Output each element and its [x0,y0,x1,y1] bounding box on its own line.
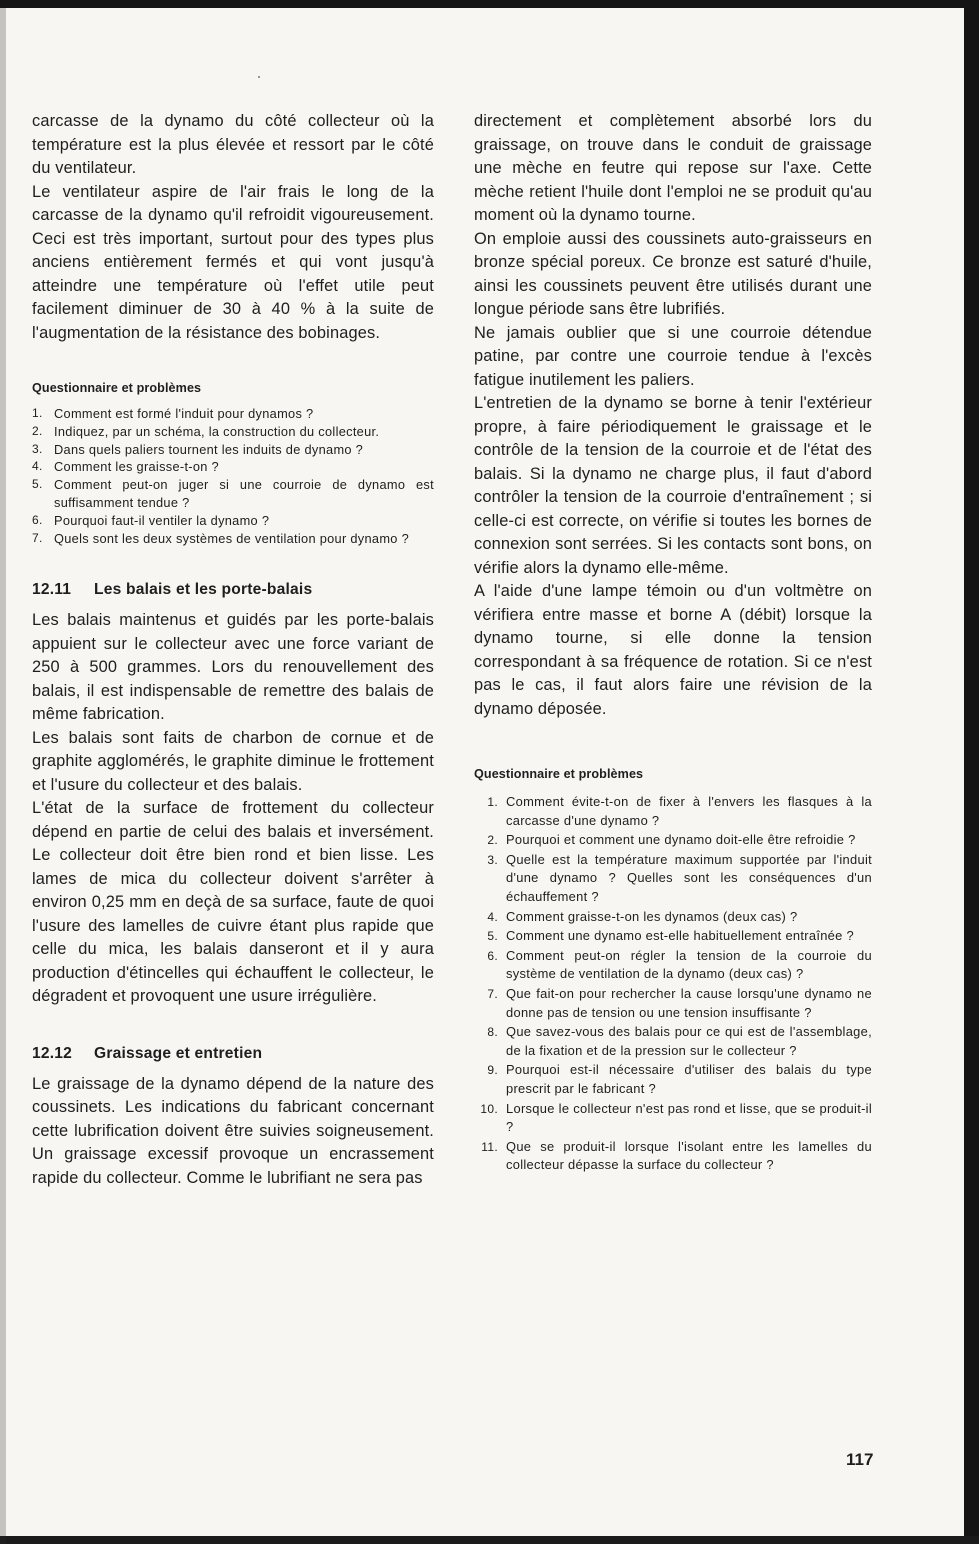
question-item [474,927,872,946]
questionnaire-heading-left: Questionnaire et problèmes [32,381,202,395]
question-item [474,947,872,984]
scan-border-right [964,0,979,1536]
left-column [32,110,434,1190]
question-number: 5. [487,929,498,944]
question-text: Que fait-on pour rechercher la cause lorsqu'une dynamo ne donne pas de tension ou une tension insuffisante ? [506,985,872,1020]
question-text: Pourquoi et comment une dynamo doit-elle être refroidie ? [506,832,856,848]
question-text: Comment peut-on régler la tension de la courroie du système de ventilation de la dynamo (deux cas) ? [506,947,872,982]
question-text: Comment évite-t-on de fixer à l'envers les flasques à la carcasse d'une dynamo ? [506,794,872,828]
question-text: Pourquoi est-il nécessaire d'utiliser des balais du type prescrit par le fabricant ? [506,1062,872,1096]
section-number: 12.11 [32,581,72,599]
question-number: 7. [32,530,43,545]
question-number: 11. [481,1139,498,1154]
right-paragraph-3: Ne jamais oublier que si une courroie détendue patine, par contre une courroie tendue à l'excès fatigue inutilement les paliers. [474,323,872,389]
question-number: 2. [32,423,43,438]
question-number: 1. [32,406,43,420]
intro-paragraph-2: Le ventilateur aspire de l'air frais le long de la carcasse de la dynamo qu'il refroidit vigoureusement. Ceci est très important, surtout pour des types plus anciens entièrement fermés et qui vont jusqu'à atteindre une température où l'effet utile peut facilement diminuer de 30 à 40 % à la suite de l'augmentation de la résistance des bobinages. [32,182,434,342]
question-item [32,476,434,512]
question-number: 3. [32,441,43,456]
page-number: 117 [846,1450,874,1469]
question-number: 6. [32,512,43,527]
question-item [474,1023,872,1060]
question-text: Quelle est la température maximum supportée par l'induit d'une dynamo ? Quelles sont les conséquences d'un échauffement ? [506,851,872,904]
book-page [0,8,964,1536]
questionnaire-heading-right: Questionnaire et problèmes [474,767,644,781]
question-text: Dans quels paliers tournent les induits de dynamo ? [54,441,364,457]
question-item [474,985,872,1022]
question-number: 3. [487,852,498,867]
section-number: 12.12 [32,1044,73,1062]
question-list-left [32,405,434,547]
question-number: 8. [487,1025,498,1040]
lubrication-paragraph: Le graissage de la dynamo dépend de la nature des coussinets. Les indications du fabricant concernant cette lubrification doivent être suivies soigneusement. Un graissage excessif provoque un encrassement rapide du collecteur. Comme le lubrifiant ne sera pas [32,1074,434,1187]
question-item [32,530,434,548]
question-text: Comment peut-on juger si une courroie de dynamo est suffisamment tendue ? [54,477,434,510]
question-number: 4. [32,459,43,474]
question-number: 6. [487,948,498,963]
question-item [32,441,434,459]
brushes-paragraph-2: Les balais sont faits de charbon de cornue et de graphite agglomérés, le graphite diminue le frottement et l'usure du collecteur et des balais. [32,728,434,794]
question-item [474,851,872,907]
question-text: Comment graisse-t-on les dynamos (deux cas) ? [506,908,798,924]
question-item [474,1138,872,1175]
question-text: Que savez-vous des balais pour ce qui est de l'assemblage, de la fixation et de la pression sur le collecteur ? [506,1024,872,1058]
right-paragraph-4: L'entretien de la dynamo se borne à tenir l'extérieur propre, à faire périodiquement le graissage et le contrôle de la tension de la courroie et de l'état des balais. Si la dynamo ne charge plus, il faut d'abord contrôler la tension de la courroie d'entraînement ; si celle-ci est correcte, on vérifie si toutes les bornes de connexion sont serrées. Si les contacts sont bons, on vérifie alors la dynamo elle-même. [474,394,872,577]
section-title-text: Les balais et les porte-balais [94,581,313,599]
question-text: Quels sont les deux systèmes de ventilation pour dynamo ? [54,530,409,546]
question-list-right [474,793,872,1175]
question-number: 1. [487,795,498,809]
question-number: 10. [480,1101,498,1116]
intro-paragraph-1: carcasse de la dynamo du côté collecteur où la température est la plus élevée et ressort par le côté du ventilateur. [32,112,434,177]
brushes-paragraph-1: Les balais maintenus et guidés par les porte-balais appuient sur le collecteur avec une force variant de 250 à 500 grammes. Lors du renouvellement des balais, il est indispensable de remettre des balais de même fabrication. [32,611,434,724]
question-item [32,423,434,441]
section-title-1212 [32,1045,434,1063]
question-number: 5. [32,477,43,492]
question-number: 4. [487,909,498,924]
section-title-1211 [32,581,434,599]
right-paragraph-5: A l'aide d'une lampe témoin ou d'un voltmètre on vérifiera entre masse et borne A (débit) lorsque la dynamo tourne, si elle donne la tension correspondant à sa fréquence de rotation. Si ce n'est pas le cas, il faut alors faire une révision de la dynamo déposée. [474,582,872,718]
question-text: Que se produit-il lorsque l'isolant entre les lamelles du collecteur dépasse la surface du collecteur ? [506,1138,872,1173]
question-item [474,1100,872,1137]
question-item [32,405,434,423]
right-column [474,110,872,1176]
question-item [32,512,434,530]
question-text: Indiquez, par un schéma, la construction du collecteur. [54,423,380,439]
question-text: Comment une dynamo est-elle habituellement entraînée ? [506,928,854,944]
right-paragraph-2: On emploie aussi des coussinets auto-graisseurs en bronze spécial poreux. Ce bronze est saturé d'huile, ainsi les coussinets peuvent être utilisés durant une longue période sans être lubrifiés. [474,229,872,318]
question-item [474,831,872,850]
question-text: Lorsque le collecteur n'est pas rond et lisse, que se produit-il ? [506,1100,872,1135]
question-item [474,793,872,830]
question-item [474,908,872,927]
brushes-paragraph-3: L'état de la surface de frottement du collecteur dépend en partie de celui des balais et inversément. Le collecteur doit être bien rond et bien lisse. Les lames de mica du collecteur doivent s'arrêter à environ 0,25 mm en deçà de sa surface, faute de quoi l'usure des lamelles de cuivre étant plus rapide que celle du mica, les balais danseront et il y aura production d'étincelles qui échauffent le collecteur, le dégradent et provoquent une usure irrégulière. [32,799,434,1006]
question-text: Pourquoi faut-il ventiler la dynamo ? [54,512,270,528]
right-paragraph-1: directement et complètement absorbé lors du graissage, on trouve dans le conduit de graissage une mèche en feutre qui repose sur l'axe. Cette mèche retient l'huile dont l'emploi ne se produit qu'au moment où la dynamo tourne. [474,112,872,224]
section-title-text: Graissage et entretien [94,1044,263,1062]
question-text: Comment les graisse-t-on ? [54,459,219,475]
question-number: 7. [487,986,498,1001]
question-number: 9. [487,1063,498,1078]
scan-speck [258,76,260,78]
question-item [474,1061,872,1098]
question-text: Comment est formé l'induit pour dynamos ? [54,406,314,421]
question-item [32,458,434,476]
scan-shadow-left [0,8,6,1544]
question-number: 2. [487,833,498,848]
